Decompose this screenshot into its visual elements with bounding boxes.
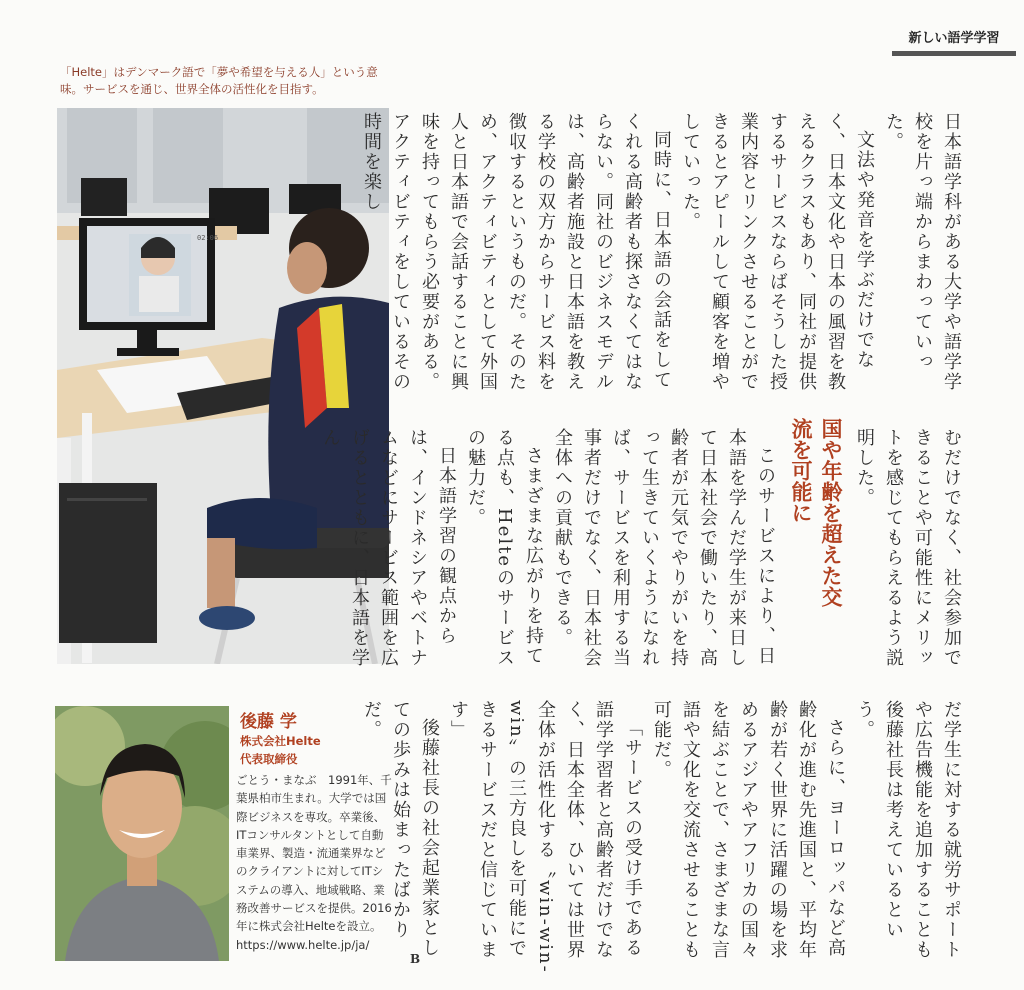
article-column-upper <box>361 112 966 400</box>
paragraph: さまざまな広がりを持てる点も、Helteのサービスの魅力だ。 <box>465 428 544 668</box>
article-column-middle-right <box>854 428 966 678</box>
section-title: 新しい語学学習 <box>908 31 1000 46</box>
article-column-lower <box>361 700 966 975</box>
profile-name: 後藤 学 <box>240 712 297 732</box>
screen-clock: 02:06 <box>197 234 219 242</box>
profile-title: 代表取締役 <box>240 752 298 766</box>
portrait-photo <box>55 706 229 961</box>
article-column-middle-left <box>320 428 780 678</box>
end-mark: B <box>410 952 421 966</box>
section-header <box>892 30 1016 56</box>
paragraph: むだけでなく、社会参加できることや可能性にメリットを感じてもらえるよう説明した。 <box>854 428 962 668</box>
paragraph: 同時に、日本語の会話をしてくれる高齢者も探さなくてはならない。同社のビジネスモデルは、高齢者施設と日本語を教える学校の双方からサービス料を徴収するというものだ。そのため、アクティビティとして外国人と日本語で会話することに興味を持ってもらう必要がある。アクティビティをしているその時間を楽し <box>361 112 672 392</box>
paragraph: さらに、ヨーロッパなど高齢化が進む先進国と、平均年齢が若く世界に活躍の場を求めるアジアやアフリカの国々を結ぶことで、さまざまな言語や文化を交流させることも可能だ。 <box>651 700 846 960</box>
paragraph: 後藤社長の社会起業家としての歩みは始まったばかりだ。 <box>361 700 440 958</box>
paragraph: このサービスにより、日本語を学んだ学生が来日して日本社会で働いたり、高齢者が元気でやりがいを持って生きていくようになれば、サービスを利用する当事者だけでなく、日本社会全体への貢献もできる。 <box>552 428 776 668</box>
profile-bio: ごとう・まなぶ 1991年、千葉県柏市生まれ。大学では国際ビジネスを専攻。卒業後、ITコンサルタントとして自動車業界、製造・流通業界などのクライアントに対してITシステムの導入、地域戦略、業務改善サービスを提供。2016年に株式会社Helteを設立。https://www.helte.jp/ja/ <box>236 773 392 952</box>
section-heading: 国や年齢を超えた交流を可能に <box>789 418 843 607</box>
paragraph: 「サービスの受け手である語学学習者と高齢者だけでなく、日本全体、ひいては世界全体が活性化する〝win-win-win〟の三方良しを可能にできるサービスだと信じています」 <box>448 700 643 974</box>
profile-company: 株式会社Helte <box>240 734 321 748</box>
header-bar <box>892 51 1016 56</box>
paragraph: だ学生に対する就労サポートや広告機能を追加することも後藤社長は考えているという。 <box>854 700 962 960</box>
photo-caption: 「Helte」はデンマーク語で「夢や希望を与える人」という意味。サービスを通じ、世界全体の活性化を目指す。 <box>60 65 378 96</box>
paragraph: 日本語学習の観点からは、インドネシアやベトナムなどにサービス範囲を広げるとともに、日本語を学ん <box>320 428 457 668</box>
paragraph: 日本語学科がある大学や語学学校を片っ端からまわっていった。 <box>883 112 962 392</box>
paragraph: 文法や発音を学ぶだけでなく、日本文化や日本の風習を教えるクラスもあり、同社が提供するサービスならばそうした授業内容とリンクさせることができるとアピールして顧客を増やしていった。 <box>680 112 875 392</box>
